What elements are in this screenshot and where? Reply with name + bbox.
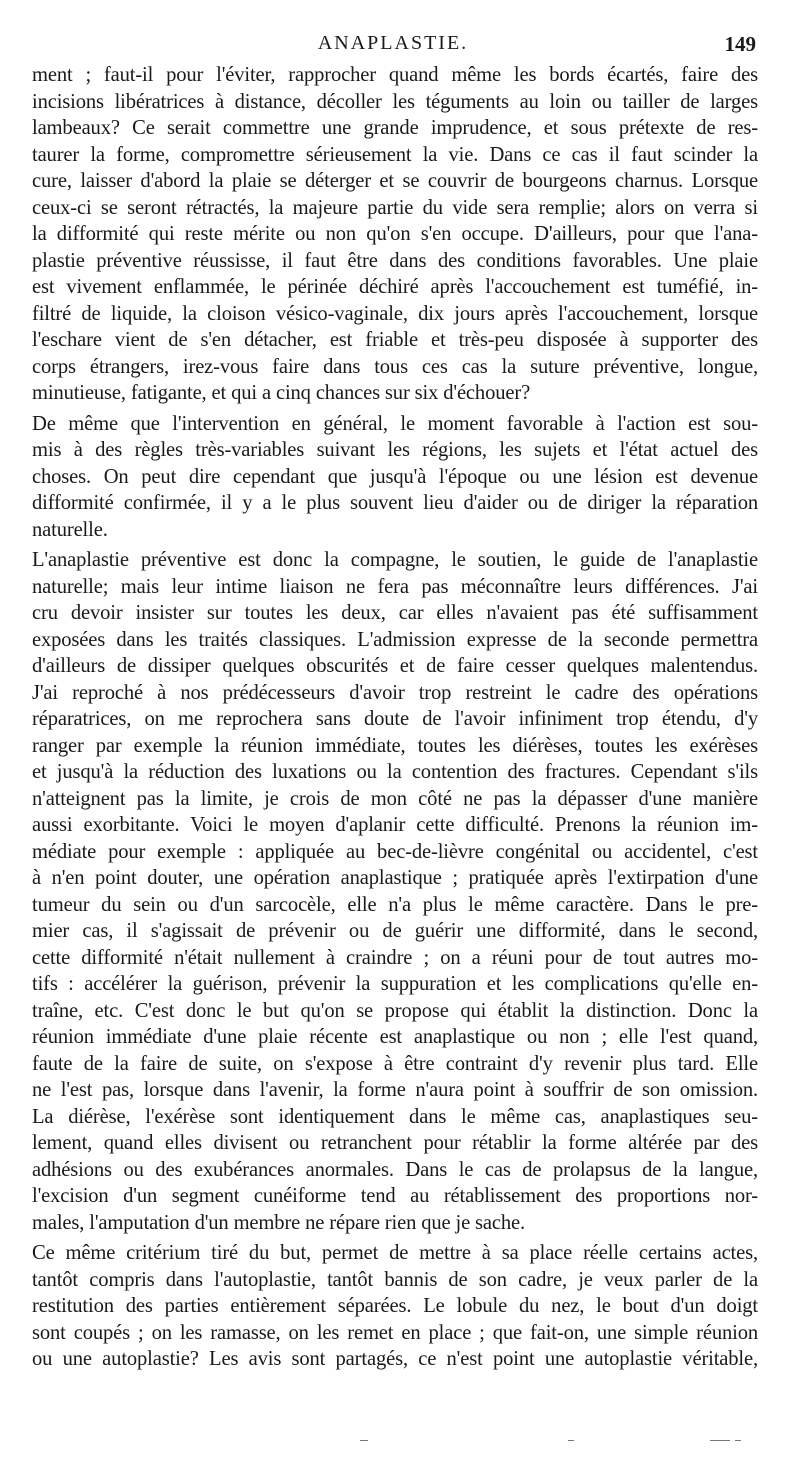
body-text bbox=[32, 62, 758, 1373]
text-line: faute de la faire de suite, on s'expose à être contraint d'y revenir plus tard. Elle bbox=[32, 1052, 758, 1075]
text-line: ne l'est pas, lorsque dans l'avenir, la forme n'aura point à souffrir de son omission. bbox=[32, 1079, 758, 1101]
text-line: l'eschare vient de s'en détacher, est friable et très-peu disposée à supporter des bbox=[32, 329, 758, 351]
text-line: cette difformité n'était nullement à craindre ; on a réuni pour de tout autres mo- bbox=[32, 946, 758, 969]
text-line: tantôt compris dans l'autoplastie, tantôt bannis de son cadre, je veux parler de la bbox=[32, 1268, 758, 1291]
paragraph bbox=[32, 1240, 758, 1373]
text-line: choses. On peut dire cependant que jusqu'à l'époque ou une lésion est devenue bbox=[32, 465, 758, 488]
text-line: restitution des parties entièrement séparées. Le lobule du nez, le bout d'un doigt bbox=[32, 1295, 758, 1317]
text-line: difformité confirmée, il y a le plus souvent lieu d'aider ou de diriger la réparation bbox=[32, 492, 758, 514]
text-line: la difformité qui reste mérite ou non qu'on s'en occupe. D'ailleurs, pour que l'ana- bbox=[32, 223, 758, 245]
text-line: réunion immédiate d'une plaie récente est anaplastique ou non ; elle l'est quand, bbox=[32, 1026, 758, 1048]
text-line: naturelle. bbox=[32, 518, 108, 541]
text-line: incisions libératrices à distance, décoller les téguments au loin ou tailler de larges bbox=[32, 90, 758, 113]
text-line: l'excision d'un segment cunéiforme tend au rétablissement des proportions nor- bbox=[32, 1185, 758, 1207]
text-line: ou une autoplastie? Les avis sont partagés, ce n'est point une autoplastie véritable, bbox=[32, 1348, 758, 1370]
text-line: naturelle; mais leur intime liaison ne fera pas méconnaître leurs différences. J'ai bbox=[32, 575, 758, 598]
text-line: cure, laisser d'abord la plaie se déterger et se couvrir de bourgeons charnus. Lorsque bbox=[32, 170, 758, 192]
text-line: corps étrangers, irez-vous faire dans tous ces cas la suture préventive, longue, bbox=[32, 355, 758, 378]
text-line: réparatrices, on me reprochera sans doute de l'avoir infiniment trop étendu, d'y bbox=[32, 708, 758, 730]
text-line: L'anaplastie préventive est donc la compagne, le soutien, le guide de l'anaplastie bbox=[32, 549, 758, 571]
text-line: La diérèse, l'exérèse sont identiquement dans le même cas, anaplastiques seu- bbox=[32, 1105, 758, 1128]
text-line: médiate pour exemple : appliquée au bec-de-lièvre congénital ou accidentel, c'est bbox=[32, 840, 758, 863]
text-line: à n'en point douter, une opération anaplastique ; pratiquée après l'extirpation d'une bbox=[32, 867, 758, 889]
paragraph bbox=[32, 547, 758, 1236]
text-line: De même que l'intervention en général, le moment favorable à l'action est sou- bbox=[32, 412, 758, 435]
text-line: est vivement enflammée, le périnée déchiré après l'accouchement est tuméfié, in- bbox=[32, 276, 758, 298]
text-line: J'ai reproché à nos prédécesseurs d'avoir trop restreint le cadre des opérations bbox=[32, 681, 758, 704]
text-line: cru devoir insister sur toutes les deux, car elles n'avaient pas été suffisamment bbox=[32, 602, 758, 624]
text-line: et jusqu'à la réduction des luxations ou la contention des fractures. Cependant s'ils bbox=[32, 761, 758, 783]
text-line: minutieuse, fatigante, et qui a cinq chances sur six d'échouer? bbox=[32, 382, 531, 404]
text-line: mis à des règles très-variables suivant les régions, les sujets et l'état actuel des bbox=[32, 439, 758, 461]
page-header bbox=[30, 32, 756, 58]
footer-marks bbox=[360, 1440, 760, 1446]
text-line: mier cas, il s'agissait de prévenir ou de guérir une difformité, dans le second, bbox=[32, 920, 758, 942]
text-line: tifs : accélérer la guérison, prévenir la suppuration et les complications qu'elle en- bbox=[32, 973, 758, 995]
text-line: plastie préventive réussisse, il faut être dans des conditions favorables. Une plaie bbox=[32, 249, 758, 272]
text-line: Ce même critérium tiré du but, permet de mettre à sa place réelle certains actes, bbox=[32, 1242, 758, 1264]
text-line: exposées dans les traités classiques. L'admission expresse de la seconde permettra bbox=[32, 628, 758, 651]
text-line: adhésions ou des exubérances anormales. Dans le cas de prolapsus de la langue, bbox=[32, 1158, 758, 1181]
text-line: ment ; faut-il pour l'éviter, rapprocher quand même les bords écartés, faire des bbox=[32, 64, 758, 86]
text-line: ceux-ci se seront rétractés, la majeure partie du vide sera remplie; alors on verra si bbox=[32, 196, 758, 219]
text-line: lambeaux? Ce serait commettre une grande imprudence, et sous prétexte de res- bbox=[32, 117, 758, 139]
paragraph bbox=[32, 62, 758, 407]
text-line: tumeur du sein ou d'un sarcocèle, elle n'a plus le même caractère. Dans le pre- bbox=[32, 893, 758, 916]
text-line: taurer la forme, compromettre sérieusement la vie. Dans ce cas il faut scinder la bbox=[32, 143, 758, 166]
text-line: traîne, etc. C'est donc le but qu'on se propose qui établit la distinction. Donc la bbox=[32, 999, 758, 1022]
paragraph bbox=[32, 411, 758, 544]
text-line: males, l'amputation d'un membre ne répare rien que je sache. bbox=[32, 1211, 526, 1234]
text-line: aussi exorbitante. Voici le moyen d'aplanir cette difficulté. Prenons la réunion im- bbox=[32, 814, 758, 836]
text-line: lement, quand elles divisent ou retranchent pour rétablir la forme altérée par des bbox=[32, 1132, 758, 1154]
running-title: ANAPLASTIE. bbox=[317, 32, 469, 54]
text-line: sont coupés ; on les ramasse, on les remet en place ; que fait-on, une simple réunion bbox=[32, 1321, 758, 1344]
text-line: filtré de liquide, la cloison vésico-vaginale, dix jours après l'accouchement, lorsque bbox=[32, 302, 758, 325]
text-line: d'ailleurs de dissiper quelques obscurités et de faire cesser quelques malentendus. bbox=[32, 655, 758, 677]
page-number: 149 bbox=[724, 32, 756, 56]
text-line: n'atteignent pas la limite, je crois de mon côté ne pas la dépasser d'une manière bbox=[32, 787, 758, 810]
text-line: ranger par exemple la réunion immédiate, toutes les diérèses, toutes les exérèses bbox=[32, 734, 758, 757]
